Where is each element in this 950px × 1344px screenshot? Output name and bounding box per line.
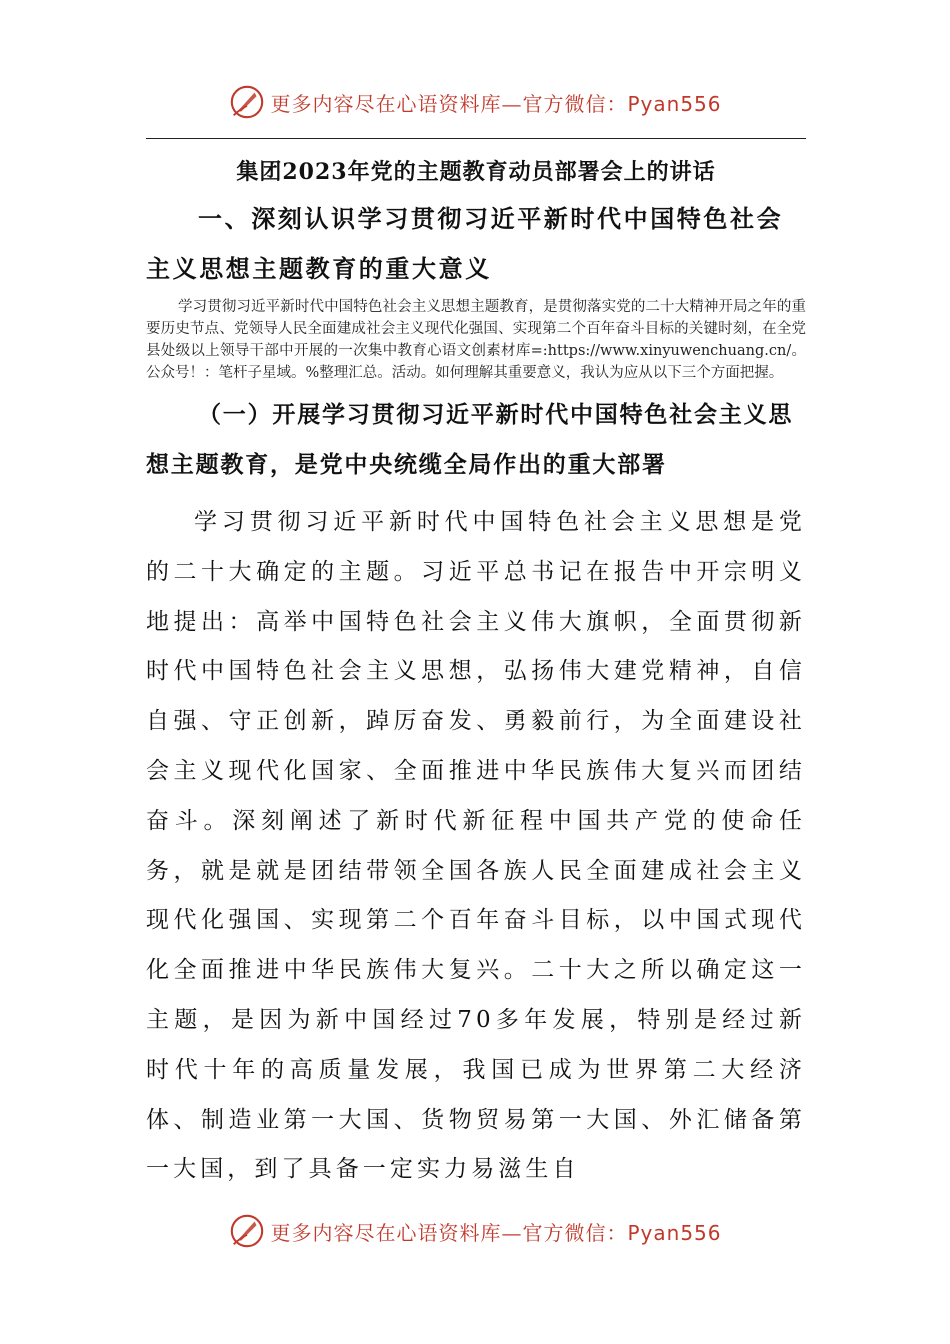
document-title: 集团2023年党的主题教育动员部署会上的讲话 bbox=[236, 159, 716, 185]
body-paragraph: 学习贯彻习近平新时代中国特色社会主义思想是党的二十大确定的主题。习近平总书记在报告中开宗明义地提出：高举中国特色社会主义伟大旗帜，全面贯彻新时代中国特色社会主义思想，弘扬伟大建党精神，自信自强、守正创新，踔厉奋发、勇毅前行，为全面建设社会主义现代化国家、全面推进中华民族伟大复兴而团结奋斗。深刻阐述了新时代新征程中国共产党的使命任务，就是就是团结带领全国各族人民全面建成社会主义现代化强国、实现第二个百年奋斗目标，以中国式现代化全面推进中华民族伟大复兴。二十大之所以确定这一主题，是因为新中国经过70多年发展，特别是经过新时代十年的高质量发展，我国已成为世界第二大经济体、制造业第一大国、货物贸易第一大国、外汇储备第一大国，到了具备一定实力易滋生自 bbox=[146, 509, 806, 1183]
quill-logo-icon bbox=[228, 83, 266, 121]
footer-banner-label: 更多内容尽在心语资料库—官方微信： bbox=[270, 1220, 628, 1245]
footer-banner-text bbox=[270, 1217, 721, 1246]
header-banner bbox=[0, 80, 950, 124]
section-heading: 一、深刻认识学习贯彻习近平新时代中国特色社会主义思想主题教育的重大意义 bbox=[146, 204, 784, 283]
footer-wechat-id: Pyan556 bbox=[627, 1220, 722, 1245]
header-banner-text bbox=[270, 88, 721, 117]
header-wechat-id: Pyan556 bbox=[627, 91, 722, 116]
footer-banner bbox=[0, 1209, 950, 1253]
quill-logo-icon bbox=[228, 1212, 266, 1250]
intro-paragraph: 学习贯彻习近平新时代中国特色社会主义思想主题教育，是贯彻落实党的二十大精神开局之年的重要历史节点、党领导人民全面建成社会主义现代化强国、实现第二个百年奋斗目标的关键时刻，在全党县处级以上领导干部中开展的一次集中教育心语文创素材库=:https://www.xinyuwenchuang.cn/。公众号！：笔杆子星域。%整理汇总。活动。如何理解其重要意义，我认为应从以下三个方面把握。 bbox=[146, 299, 806, 381]
document-body bbox=[146, 150, 806, 1195]
subsection-heading: （一）开展学习贯彻习近平新时代中国特色社会主义思想主题教育，是党中央统缆全局作出的重大部署 bbox=[146, 401, 794, 478]
header-banner-label: 更多内容尽在心语资料库—官方微信： bbox=[270, 91, 628, 116]
header-divider bbox=[146, 138, 806, 139]
